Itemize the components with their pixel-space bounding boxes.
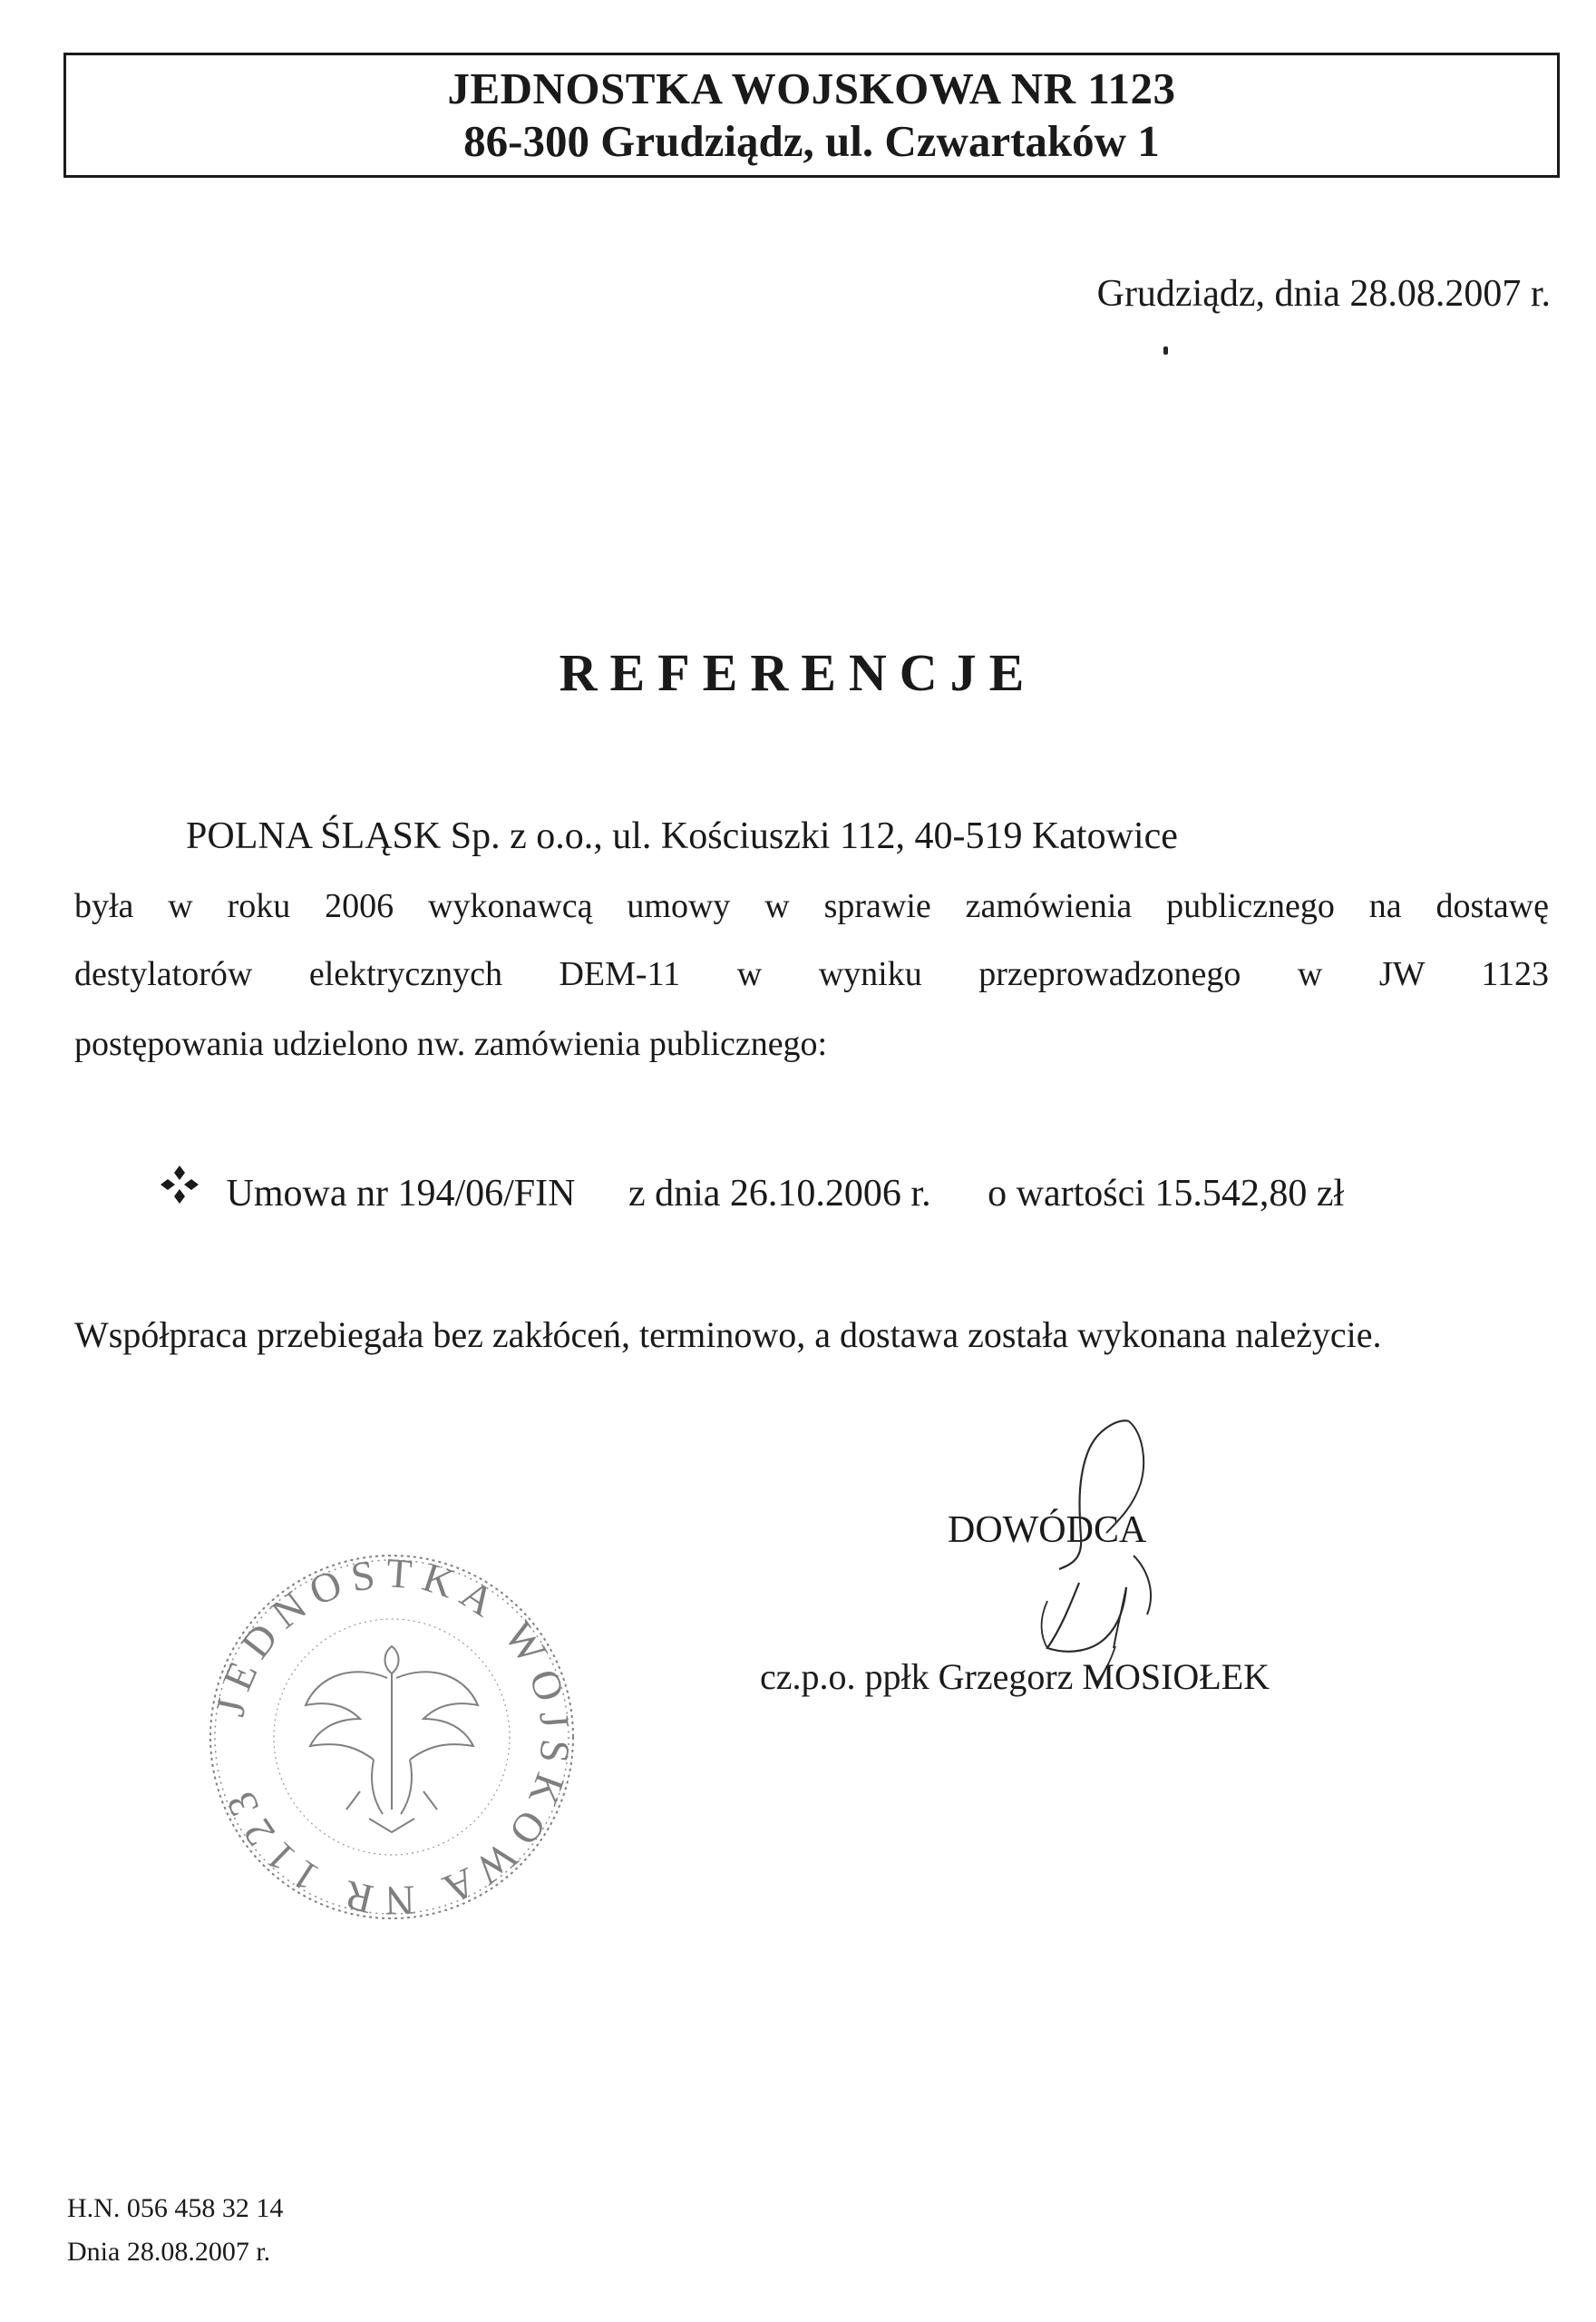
cooperation-line: Współpraca przebiegała bez zakłóceń, terminowo, a dostawa została wykonana należycie. [74, 1314, 1382, 1355]
commander-title: DOWÓDCA [948, 1509, 1147, 1551]
diamond-bullet-icon [159, 1164, 204, 1215]
paragraph-line-2: destylatorów elektrycznych DEM-11 w wyniku przeprowadzonego w JW 1123 [74, 955, 1549, 993]
paragraph-line-1: była w roku 2006 wykonawcą umowy w sprawie zamówienia publicznego na dostawę [74, 887, 1549, 925]
official-seal [201, 1546, 582, 1927]
header-box [63, 53, 1560, 178]
signatory-name: cz.p.o. ppłk Grzegorz MOSIOŁEK [760, 1656, 1270, 1697]
handwritten-signature [961, 1410, 1215, 1701]
footer-date: Dnia 28.08.2007 r. [67, 2237, 271, 2267]
contract-date: z dnia 26.10.2006 r. [628, 1173, 931, 1215]
contract-number: Umowa nr 194/06/FIN [226, 1173, 576, 1215]
footer-hn: H.N. 056 458 32 14 [67, 2193, 284, 2223]
contract-value: o wartości 15.542,80 zł [988, 1173, 1345, 1215]
paragraph-line-3: postępowania udzielono nw. zamówienia publicznego: [74, 1025, 828, 1063]
date-line: Grudziądz, dnia 28.08.2007 r. [1096, 273, 1551, 315]
scan-speck [1163, 346, 1168, 355]
unit-address: 86-300 Grudziądz, ul. Czwartaków 1 [463, 116, 1160, 166]
contract-line [159, 1164, 1344, 1215]
unit-name: JEDNOSTKA WOJSKOWA NR 1123 [447, 63, 1176, 113]
company-line: POLNA ŚLĄSK Sp. z o.o., ul. Kościuszki 112, 40-519 Katowice [186, 815, 1178, 857]
document-title: REFERENCJE [559, 643, 1037, 702]
seal-ring-text: JEDNOSTKA WOJSKOWA NR 1123 [206, 1549, 579, 1925]
